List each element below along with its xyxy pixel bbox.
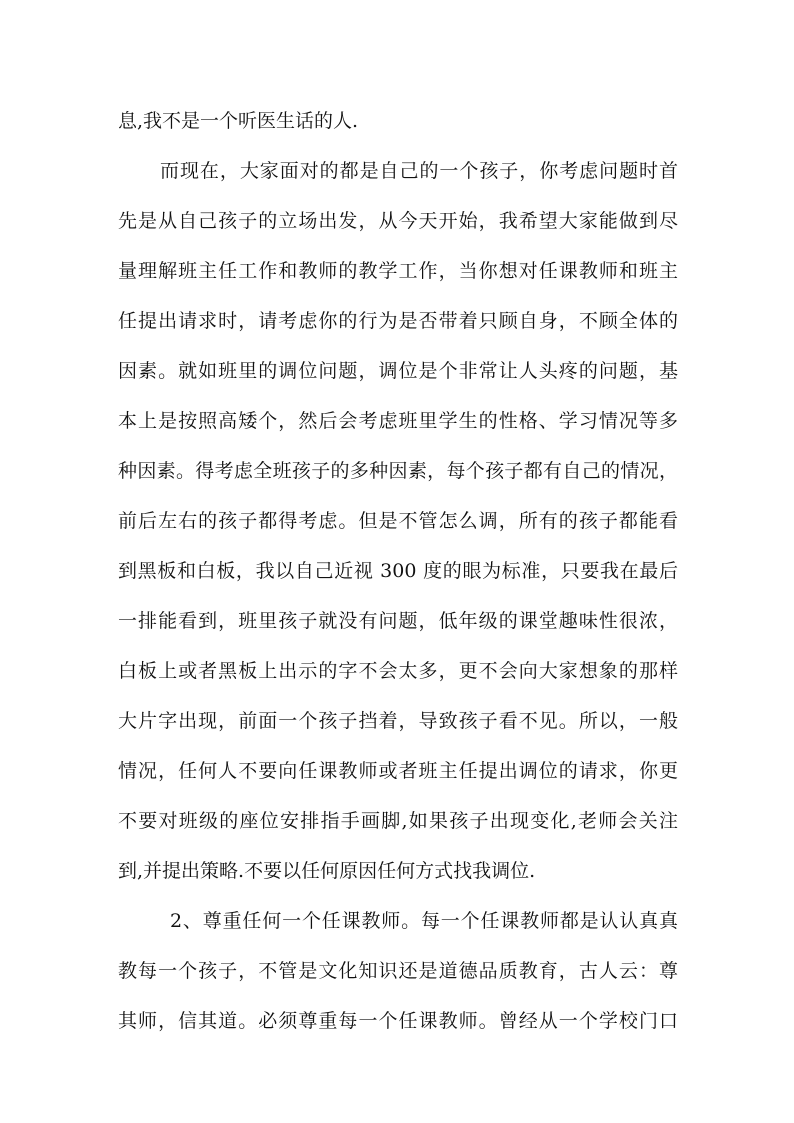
paragraph-line: 因素。就如班里的调位问题，调位是个非常让人头疼的问题，基 <box>118 360 678 382</box>
paragraph-line: 教每一个孩子，不管是文化知识还是道德品质教育，古人云：尊 <box>118 960 678 982</box>
paragraph-line: 不要对班级的座位安排指手画脚,如果孩子出现变化,老师会关注 <box>118 810 678 832</box>
paragraph-line: 到黑板和白板，我以自己近视 300 度的眼为标准，只要我在最后 <box>118 560 678 582</box>
paragraph-line: 其师，信其道。必须尊重每一个任课教师。曾经从一个学校门口 <box>118 1010 678 1032</box>
paragraph-line: 一排能看到，班里孩子就没有问题，低年级的课堂趣味性很浓， <box>118 610 678 632</box>
paragraph-line: 种因素。得考虑全班孩子的多种因素，每个孩子都有自己的情况， <box>118 460 678 482</box>
paragraph-line: 2、尊重任何一个任课教师。每一个任课教师都是认认真真 <box>170 910 678 932</box>
paragraph-line: 任提出请求时，请考虑你的行为是否带着只顾自身，不顾全体的 <box>118 310 678 332</box>
paragraph-line: 白板上或者黑板上出示的字不会太多，更不会向大家想象的那样 <box>118 660 678 682</box>
paragraph-line: 而现在，大家面对的都是自己的一个孩子，你考虑问题时首 <box>160 160 678 182</box>
paragraph-line: 量理解班主任工作和教师的教学工作，当你想对任课教师和班主 <box>118 260 678 282</box>
paragraph-line: 到,并提出策略.不要以任何原因任何方式找我调位. <box>118 860 536 882</box>
paragraph-line: 情况，任何人不要向任课教师或者班主任提出调位的请求，你更 <box>118 760 678 782</box>
paragraph-line: 本上是按照高矮个，然后会考虑班里学生的性格、学习情况等多 <box>118 410 678 432</box>
paragraph-line: 前后左右的孩子都得考虑。但是不管怎么调，所有的孩子都能看 <box>118 510 678 532</box>
paragraph-line: 大片字出现，前面一个孩子挡着，导致孩子看不见。所以，一般 <box>118 710 678 732</box>
paragraph-line: 先是从自己孩子的立场出发，从今天开始，我希望大家能做到尽 <box>118 210 678 232</box>
paragraph-line: 息,我不是一个听医生话的人. <box>118 110 359 132</box>
